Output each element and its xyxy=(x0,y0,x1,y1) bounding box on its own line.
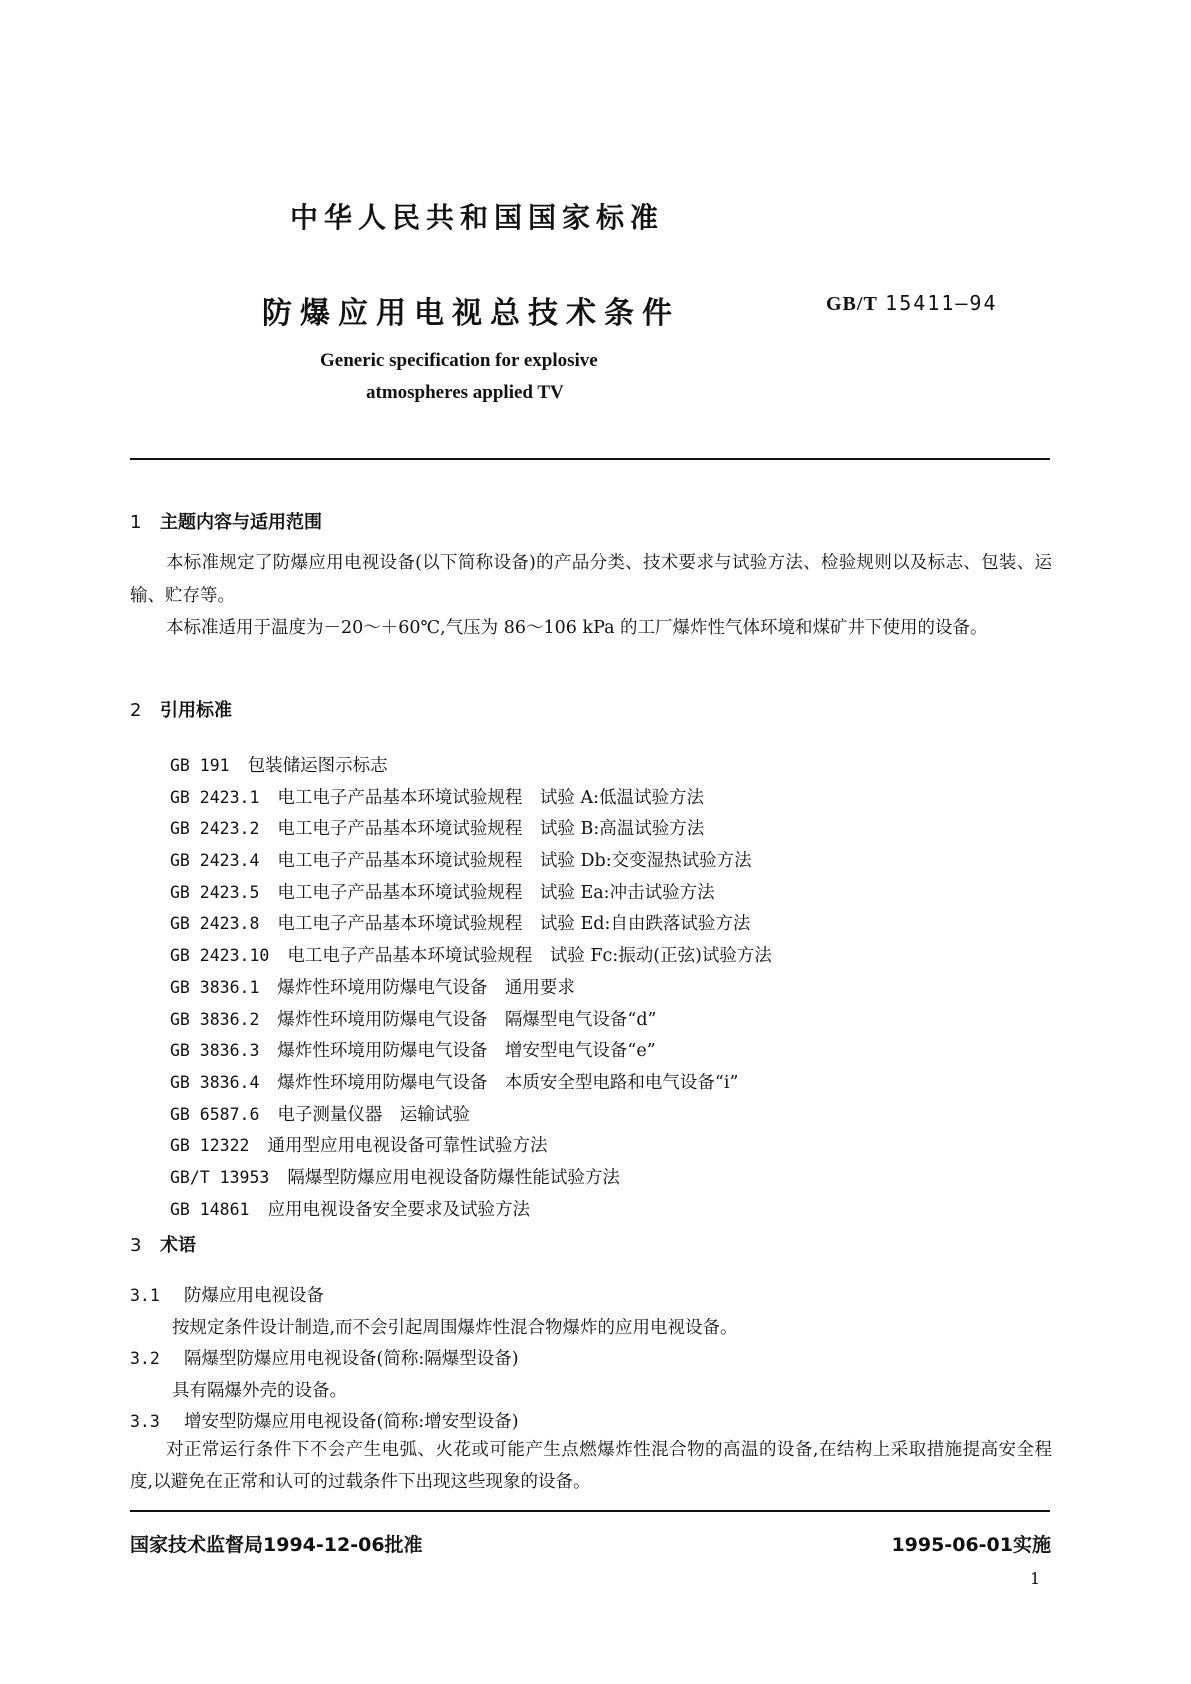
reference-title: 爆炸性环境用防爆电气设备 增安型电气设备“e” xyxy=(277,1041,656,1062)
reference-title: 爆炸性环境用防爆电气设备 隔爆型电气设备“d” xyxy=(277,1009,657,1030)
reference-item xyxy=(170,1194,772,1226)
reference-title: 爆炸性环境用防爆电气设备 通用要求 xyxy=(277,977,575,998)
reference-title: 爆炸性环境用防爆电气设备 本质安全型电路和电气设备“i” xyxy=(277,1072,739,1093)
section-2-heading xyxy=(130,696,232,722)
reference-code: GB 2423.2 xyxy=(170,819,260,839)
reference-code: GB 3836.4 xyxy=(170,1072,260,1092)
english-title-line-2: atmospheres applied TV xyxy=(366,382,564,403)
term-3-3 xyxy=(130,1408,519,1433)
reference-item xyxy=(170,1035,772,1067)
section-number: 1 xyxy=(130,512,142,533)
reference-title: 电工电子产品基本环境试验规程 试验 Db:交变湿热试验方法 xyxy=(277,851,752,872)
section-number: 3 xyxy=(130,1235,142,1256)
reference-title: 电子测量仪器 运输试验 xyxy=(277,1104,470,1125)
reference-code: GB 2423.8 xyxy=(170,914,260,934)
reference-code: GB 3836.2 xyxy=(170,1009,260,1029)
page-number: 1 xyxy=(1030,1569,1041,1588)
reference-title: 包装储运图示标志 xyxy=(247,756,388,776)
term-number: 3.3 xyxy=(130,1412,160,1431)
reference-title: 电工电子产品基本环境试验规程 试验 A:低温试验方法 xyxy=(277,787,705,808)
reference-item xyxy=(170,750,772,782)
reference-title: 通用型应用电视设备可靠性试验方法 xyxy=(267,1136,548,1157)
standard-code: 15411—94 xyxy=(885,291,998,315)
reference-code: GB 2423.10 xyxy=(170,946,270,966)
reference-item xyxy=(170,877,772,909)
reference-code: GB/T 13953 xyxy=(170,1167,270,1187)
reference-item xyxy=(170,1130,772,1162)
reference-title: 电工电子产品基本环境试验规程 试验 Fc:振动(正弦)试验方法 xyxy=(287,946,772,967)
section-3-heading xyxy=(130,1231,196,1257)
standard-number xyxy=(826,291,997,316)
document-title: 防爆应用电视总技术条件 xyxy=(262,296,680,331)
standard-prefix: GB/T xyxy=(826,293,878,315)
reference-item xyxy=(170,1004,772,1036)
reference-code: GB 3836.3 xyxy=(170,1041,260,1061)
section-1-heading xyxy=(130,508,322,534)
header-divider xyxy=(130,458,1050,460)
section-title: 主题内容与适用范围 xyxy=(160,512,322,533)
term-3-2 xyxy=(130,1345,519,1370)
term-name: 防爆应用电视设备 xyxy=(184,1286,324,1306)
reference-item xyxy=(170,845,772,877)
normative-references-list xyxy=(170,750,772,1225)
english-title-line-1: Generic specification for explosive xyxy=(320,350,598,371)
implementation-date: 1995-06-01实施 xyxy=(891,1534,1051,1556)
reference-code: GB 12322 xyxy=(170,1136,250,1156)
term-3-1-definition: 按规定条件设计制造,而不会引起周围爆炸性混合物爆炸的应用电视设备。 xyxy=(172,1318,738,1338)
reference-title: 隔爆型防爆应用电视设备防爆性能试验方法 xyxy=(287,1167,620,1188)
reference-item xyxy=(170,940,772,972)
reference-code: GB 191 xyxy=(170,756,230,775)
reference-item xyxy=(170,908,772,940)
section-1-paragraph-1: 本标准规定了防爆应用电视设备(以下简称设备)的产品分类、技术要求与试验方法、检验规则以及标志、包装、运输、贮存等。 xyxy=(130,553,1052,606)
reference-code: GB 6587.6 xyxy=(170,1104,260,1124)
reference-item xyxy=(170,1067,772,1099)
section-1-paragraph-2: 本标准适用于温度为－20～＋60℃,气压为 86～106 kPa 的工厂爆炸性气体环境和煤矿井下使用的设备。 xyxy=(166,618,988,638)
reference-code: GB 2423.5 xyxy=(170,882,260,902)
term-name: 隔爆型防爆应用电视设备(简称:隔爆型设备) xyxy=(184,1349,519,1369)
national-standard-heading: 中华人民共和国国家标准 xyxy=(290,201,665,234)
reference-code: GB 3836.1 xyxy=(170,977,260,997)
section-title: 术语 xyxy=(160,1235,196,1256)
reference-title: 电工电子产品基本环境试验规程 试验 Ed:自由跌落试验方法 xyxy=(277,914,751,935)
reference-item xyxy=(170,813,772,845)
reference-title: 电工电子产品基本环境试验规程 试验 Ea:冲击试验方法 xyxy=(277,882,715,903)
section-title: 引用标准 xyxy=(160,700,232,721)
footer-divider xyxy=(130,1510,1050,1512)
reference-title: 电工电子产品基本环境试验规程 试验 B:高温试验方法 xyxy=(277,819,705,840)
reference-item xyxy=(170,1162,772,1194)
term-3-1 xyxy=(130,1282,324,1307)
reference-code: GB 2423.1 xyxy=(170,787,260,807)
approval-line: 国家技术监督局1994-12-06批准 xyxy=(130,1534,423,1556)
term-name: 增安型防爆应用电视设备(简称:增安型设备) xyxy=(184,1412,519,1432)
reference-code: GB 14861 xyxy=(170,1199,250,1219)
section-number: 2 xyxy=(130,700,142,721)
reference-title: 应用电视设备安全要求及试验方法 xyxy=(267,1199,530,1220)
term-number: 3.1 xyxy=(130,1286,160,1305)
term-number: 3.2 xyxy=(130,1349,160,1368)
reference-item xyxy=(170,782,772,814)
reference-item xyxy=(170,972,772,1004)
term-3-2-definition: 具有隔爆外壳的设备。 xyxy=(172,1381,347,1401)
reference-code: GB 2423.4 xyxy=(170,851,260,871)
term-3-3-definition: 对正常运行条件下不会产生电弧、火花或可能产生点燃爆炸性混合物的高温的设备,在结构上采取措施提高安全程度,以避免在正常和认可的过载条件下出现这些现象的设备。 xyxy=(130,1440,1052,1492)
reference-item xyxy=(170,1099,772,1131)
